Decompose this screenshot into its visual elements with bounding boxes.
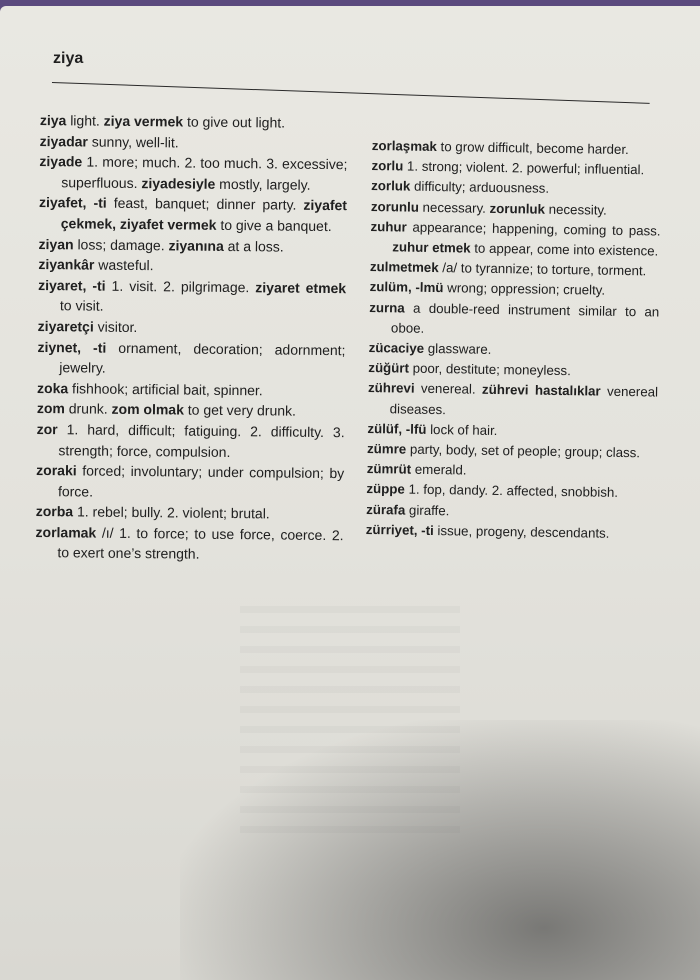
entry-definition: wasteful. (94, 256, 154, 274)
entry-headword: ziyadesiyle (141, 174, 216, 192)
left-column (35, 110, 348, 566)
dictionary-entry (40, 110, 348, 134)
entry-headword: zührevi hastalıklar (481, 382, 601, 400)
entry-headword: züppe (366, 481, 405, 498)
entry-headword: zorlaşmak (371, 137, 438, 155)
entry-definition: wrong; oppression; cruelty. (443, 280, 606, 299)
dictionary-entry (368, 378, 659, 423)
entry-headword: zor (36, 420, 58, 438)
dictionary-entry (38, 275, 346, 319)
entry-definition: 1. visit. 2. pilgrimage. (105, 277, 256, 296)
header-rule (52, 82, 650, 104)
entry-definition: to give out light. (183, 113, 286, 131)
entry-headword: zücaciye (368, 340, 425, 356)
entry-definition: feast, banquet; dinner party. (106, 195, 304, 214)
entry-definition: poor, destitute; moneyless. (408, 360, 571, 379)
dictionary-entry (37, 337, 345, 381)
entry-definition: a double-reed instrument similar to an oboe. (390, 300, 660, 336)
entry-headword: zulmetmek (369, 259, 439, 276)
entry-definition: 1. more; much. 2. too much. 3. excessive; superfluous. (61, 153, 348, 191)
entry-definition: to get very drunk. (183, 401, 297, 420)
entry-definition: drunk. (64, 400, 112, 418)
entry-definition: light. (66, 112, 104, 129)
dictionary-entry (36, 419, 344, 463)
entry-definition: visitor. (93, 318, 138, 335)
entry-headword: ziyaretçi (37, 317, 94, 335)
entry-headword: ziynet, -ti (37, 338, 107, 356)
entry-headword: zorunlu (370, 198, 420, 215)
entry-definition: /a/ to tyrannize; to torture, torment. (438, 260, 647, 279)
dictionary-entry (36, 460, 344, 504)
entry-headword: zürafa (366, 501, 406, 518)
entry-headword: ziyaret etmek (255, 279, 347, 296)
entry-headword: ziyanına (168, 236, 224, 254)
entry-definition: difficulty; arduousness. (410, 179, 550, 197)
entry-headword: zorluk (371, 178, 411, 195)
entry-headword: ziya vermek (103, 112, 184, 130)
entry-headword: zülüf, -lfü (367, 420, 427, 437)
entry-definition: loss; damage. (73, 235, 169, 253)
entry-definition: emerald. (410, 461, 467, 478)
entry-definition: party, body, set of people; group; class. (406, 441, 641, 461)
entry-definition: 1. strong; violent. 2. powerful; influential. (403, 158, 645, 178)
dictionary-entry (39, 192, 347, 236)
entry-headword: zulüm, -lmü (369, 279, 444, 296)
entry-headword: ziya (39, 111, 67, 129)
entry-definition: mostly, largely. (215, 175, 311, 193)
entry-definition: issue, progeny, descendants. (433, 522, 610, 541)
entry-definition: sunny, well-lit. (87, 133, 179, 151)
entry-headword: zuhur etmek (392, 239, 471, 256)
entry-headword: zürriyet, -ti (365, 521, 434, 538)
dictionary-page (0, 6, 700, 980)
entry-headword: ziyadar (39, 132, 89, 150)
entry-definition: to give a banquet. (216, 216, 332, 235)
entry-definition: necessary. (418, 199, 490, 216)
entry-headword: zorlu (371, 158, 404, 174)
entry-definition: at a loss. (223, 237, 284, 255)
entry-definition: 1. hard, difficult; fatiguing. 2. difficulty. 3. strength; force, compulsion. (57, 421, 345, 460)
dictionary-entry (38, 254, 346, 278)
entry-definition: to grow difficult, become harder. (436, 139, 629, 158)
entry-headword: ziyan (38, 235, 74, 252)
entry-definition: 1. fop, dandy. 2. affected, snobbish. (404, 482, 619, 501)
dictionary-entry (370, 217, 661, 262)
entry-definition: venereal. (414, 381, 483, 398)
entry-definition: forced; involuntary; under compulsion; by force. (57, 462, 345, 500)
entry-headword: zoka (37, 379, 69, 397)
entry-headword: zurna (369, 299, 405, 316)
entry-headword: züğürt (368, 360, 410, 376)
entry-headword: ziyankâr (38, 256, 95, 273)
entry-headword: zom (36, 400, 65, 417)
entry-definition: glassware. (424, 340, 492, 357)
entry-definition: necessity. (544, 201, 607, 218)
entry-definition: giraffe. (405, 502, 450, 518)
entry-headword: ziyade (39, 153, 83, 170)
dictionary-entry (38, 316, 346, 340)
right-column (366, 136, 662, 545)
entry-definition: fishhook; artificial bait, spinner. (68, 380, 263, 399)
dictionary-entry (366, 520, 656, 545)
show-through-text (240, 606, 460, 846)
entry-headword: zümre (366, 441, 407, 457)
entry-headword: zoraki (36, 462, 77, 479)
dictionary-entry (39, 151, 347, 195)
entry-definition: ornament, decoration; adornment; jewelry. (59, 339, 346, 376)
entry-headword: zührevi (367, 380, 415, 397)
entry-headword: zorlamak (35, 523, 97, 541)
entry-headword: ziyafet çekmek, ziyafet vermek (60, 197, 348, 233)
entry-headword: ziyaret, -ti (38, 276, 106, 294)
entry-headword: zuhur (370, 218, 407, 235)
entry-definition: to visit. (59, 297, 104, 315)
entry-definition: 1. rebel; bully. 2. violent; brutal. (73, 503, 270, 522)
entry-definition: venereal diseases. (389, 384, 659, 417)
running-head: ziya (53, 50, 84, 67)
entry-definition: appearance; happening, coming to pass. (406, 219, 661, 239)
entry-headword: zorba (35, 503, 74, 520)
entry-headword: zom olmak (111, 401, 185, 418)
entry-headword: zümrüt (366, 461, 412, 477)
entry-definition: lock of hair. (426, 421, 498, 438)
entry-headword: ziyafet, -ti (38, 194, 107, 212)
dictionary-entry (35, 522, 343, 566)
entry-headword: zorunluk (489, 200, 546, 217)
dictionary-entry (369, 298, 660, 343)
entry-definition: to appear, come into existence. (470, 240, 659, 259)
entry-definition: /ı/ 1. to force; to use force, coerce. 2. to exert one’s strength. (57, 524, 344, 563)
